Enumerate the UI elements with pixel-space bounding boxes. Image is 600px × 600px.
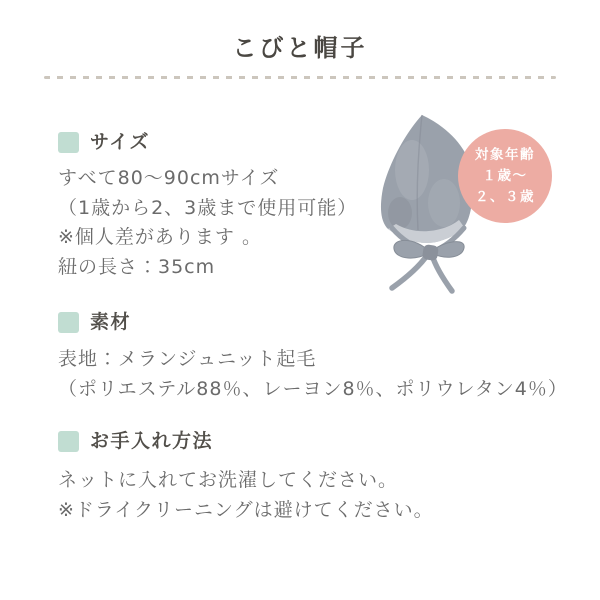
dashed-divider xyxy=(44,76,556,79)
section-bullet-icon xyxy=(58,312,79,333)
section-material-body xyxy=(58,344,568,404)
size-line: すべて80〜90cmサイズ xyxy=(58,167,280,189)
age-badge-line: 対象年齢 xyxy=(475,146,535,163)
section-care-header xyxy=(58,431,213,452)
bow-left-tail xyxy=(392,254,428,288)
age-badge-line: １歳〜 xyxy=(482,167,528,184)
section-material-heading: 素材 xyxy=(90,311,132,333)
section-size-body xyxy=(58,164,357,282)
material-line: 表地：メランジュニット起毛 xyxy=(58,348,317,370)
section-size-header xyxy=(58,132,150,153)
size-line: 紐の長さ：35cm xyxy=(58,255,216,278)
section-care-heading: お手入れ方法 xyxy=(90,430,214,452)
section-material-header xyxy=(58,312,131,333)
section-bullet-icon xyxy=(58,431,79,452)
section-care-body xyxy=(58,466,434,525)
care-line: ※ドライクリーニングは避けてください。 xyxy=(58,498,434,521)
material-line: （ポリエステル88％、レーヨン8％、ポリウレタン4％） xyxy=(58,378,568,400)
size-line: （1歳から2、3歳まで使用可能） xyxy=(58,196,358,219)
size-line: ※個人差があります 。 xyxy=(58,226,262,248)
age-badge-line: ２、３歳 xyxy=(475,188,535,205)
section-bullet-icon xyxy=(58,132,79,153)
care-line: ネットに入れてお洗濯してください。 xyxy=(58,469,399,491)
section-size-heading: サイズ xyxy=(90,131,150,153)
bow-right-tail xyxy=(432,255,452,291)
bow-knot xyxy=(422,244,439,261)
page-title: こびと帽子 xyxy=(232,34,368,62)
age-badge xyxy=(458,129,552,223)
